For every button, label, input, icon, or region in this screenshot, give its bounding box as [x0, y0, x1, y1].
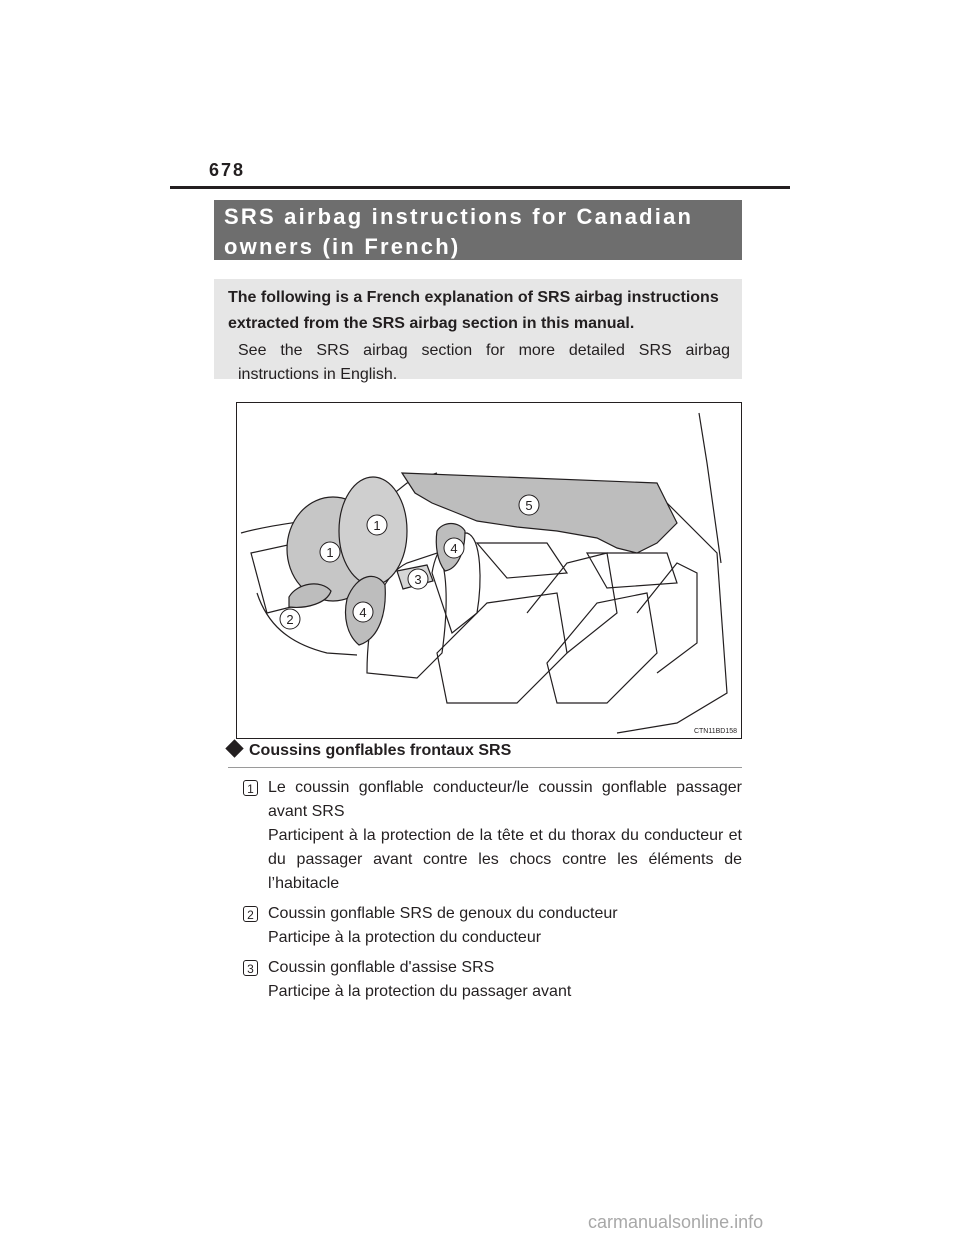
callout-5 — [519, 495, 539, 515]
list-item — [240, 902, 742, 950]
list-item — [240, 776, 742, 896]
callout-1a — [367, 515, 387, 535]
callout-3 — [408, 569, 428, 589]
watermark: carmanualsonline.info — [588, 1212, 764, 1232]
figure-code: CTN11BD158 — [693, 728, 737, 735]
svg-text:5: 5 — [525, 498, 533, 513]
svg-text:1: 1 — [326, 545, 334, 560]
item-title: Coussin gonflable SRS de genoux du conducteur — [268, 905, 618, 922]
intro-box — [214, 279, 742, 383]
intro-bold-line-1: The following is a French explanation of SRS airbag instructions — [228, 289, 719, 306]
svg-text:1: 1 — [373, 518, 381, 533]
header-rule — [170, 186, 790, 189]
item-description: Participent à la protection de la tête et du thorax du conducteur et du passager avant contre les chocs contre les éléments de l’habitacle — [268, 827, 742, 892]
rear-door-panel — [587, 553, 677, 588]
knee-airbag — [289, 584, 331, 607]
rear-pillar — [699, 413, 721, 563]
second-row-seat-left — [437, 593, 567, 703]
svg-text:3: 3 — [414, 572, 422, 587]
second-row-seat-right — [527, 553, 617, 653]
item-number: 2 — [243, 906, 258, 922]
page-number: 678 — [209, 160, 246, 180]
section-title-line-1: SRS airbag instructions for Canadian — [224, 204, 694, 229]
intro-text: See the SRS airbag section for more detailed SRS airbag instructions in English. — [238, 342, 730, 383]
callout-1b — [320, 542, 340, 562]
car-interior-drawing — [237, 403, 741, 738]
item-title: Le coussin gonflable conducteur/le coussin gonflable passager avant SRS — [268, 779, 742, 820]
svg-text:2: 2 — [286, 612, 294, 627]
section-title — [214, 200, 742, 260]
callout-4a — [444, 538, 464, 558]
item-title: Coussin gonflable d'assise SRS — [268, 959, 495, 976]
item-number: 3 — [243, 960, 258, 976]
svg-text:4: 4 — [359, 605, 367, 620]
airbag-illustration — [236, 402, 742, 739]
section-title-line-2: owners (in French) — [224, 234, 461, 259]
front-door-panel — [477, 543, 567, 578]
callout-2 — [280, 609, 300, 629]
item-description: Participe à la protection du conducteur — [268, 929, 542, 946]
list-item — [240, 956, 742, 1004]
diamond-bullet-icon — [225, 739, 243, 757]
callout-4b — [353, 602, 373, 622]
airbag-list — [240, 776, 742, 1010]
svg-text:4: 4 — [450, 541, 458, 556]
item-number: 1 — [243, 780, 258, 796]
subsection-rule — [228, 767, 742, 768]
intro-bold-line-2: extracted from the SRS airbag section in this manual. — [228, 315, 635, 332]
subsection-heading — [228, 742, 511, 760]
subsection-title: Coussins gonflables frontaux SRS — [249, 742, 512, 759]
third-row-seat-right — [637, 563, 697, 673]
item-description: Participe à la protection du passager avant — [268, 983, 572, 1000]
